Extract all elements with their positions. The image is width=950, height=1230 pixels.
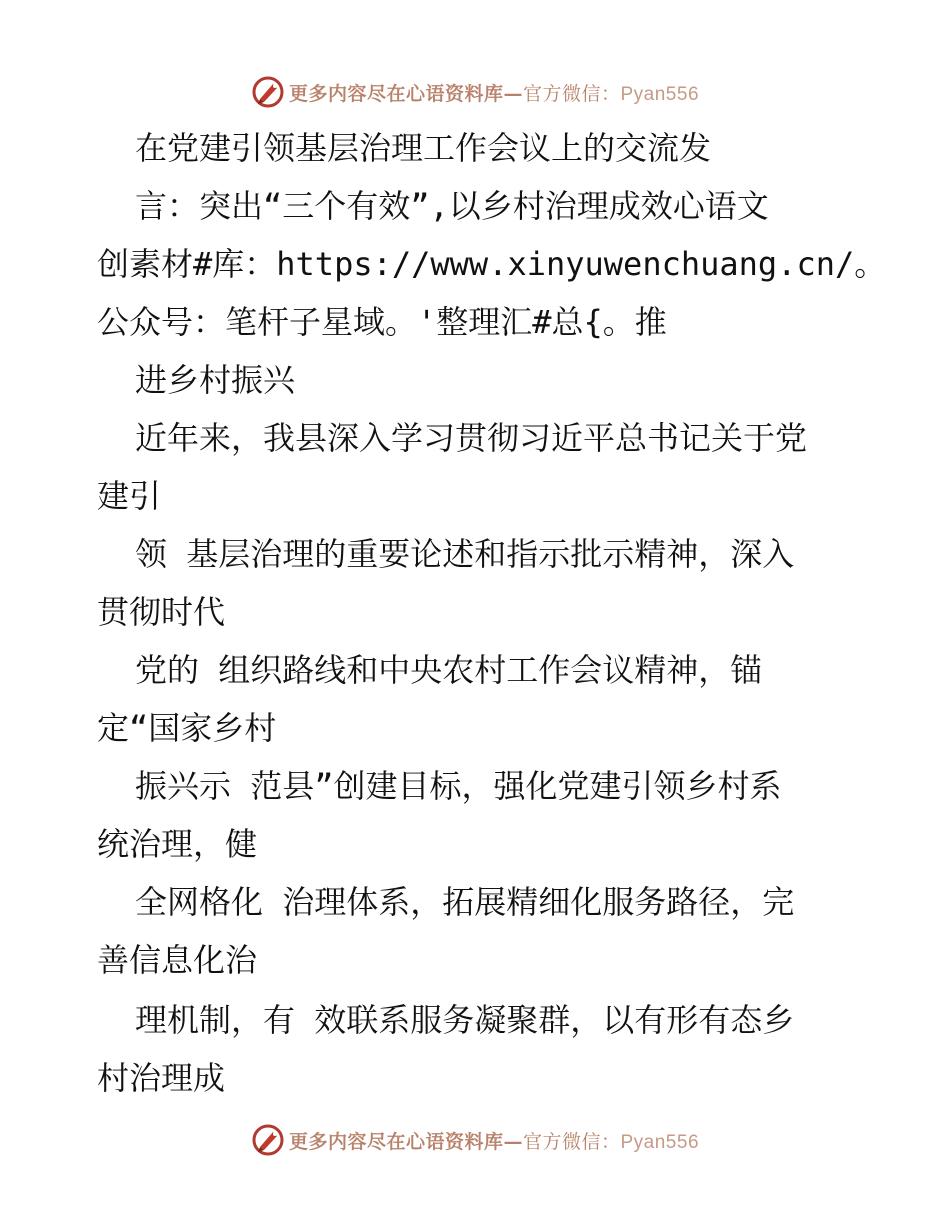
body-line: 统治理，健 [97, 825, 258, 863]
body-line: 言：突出“三个有效”,以乡村治理成效心语文 [135, 187, 769, 225]
body-line: 建引 [97, 477, 162, 515]
body-line: 定“国家乡村 [97, 709, 277, 747]
pen-nib-logo-icon [251, 1123, 285, 1157]
body-line: 在党建引领基层治理工作会议上的交流发 [135, 129, 712, 167]
body-line: 进乡村振兴 [135, 361, 296, 399]
watermark-text: 更多内容尽在心语资料库—官方微信：Pyan556 [288, 82, 700, 105]
body-line: 村治理成 [97, 1059, 226, 1097]
footer-watermark [0, 1120, 950, 1160]
body-line: 振兴示 范县”创建目标，强化党建引领乡村系 [135, 767, 782, 805]
body-line: 公众号：笔杆子星域。'整理汇#总{。推 [97, 303, 667, 341]
body-line: 全网格化 治理体系，拓展精细化服务路径，完 [135, 883, 795, 921]
body-line: 贯彻时代 [97, 593, 226, 631]
body-line: 理机制，有 效联系服务凝聚群，以有形有态乡 [135, 1001, 795, 1039]
body-line: 党的 组织路线和中央农村工作会议精神，锚 [135, 651, 763, 689]
body-line: 创素材#库：https://www.xinyuwenchuang.cn/。 [97, 245, 887, 283]
header-watermark [0, 72, 950, 112]
pen-nib-logo-icon [251, 75, 285, 109]
body-line: 近年来，我县深入学习贯彻习近平总书记关于党 [135, 419, 808, 457]
watermark-text: 更多内容尽在心语资料库—官方微信：Pyan556 [288, 1130, 700, 1153]
body-line: 善信息化治 [97, 941, 258, 979]
body-line: 领 基层治理的重要论述和指示批示精神，深入 [135, 535, 795, 573]
